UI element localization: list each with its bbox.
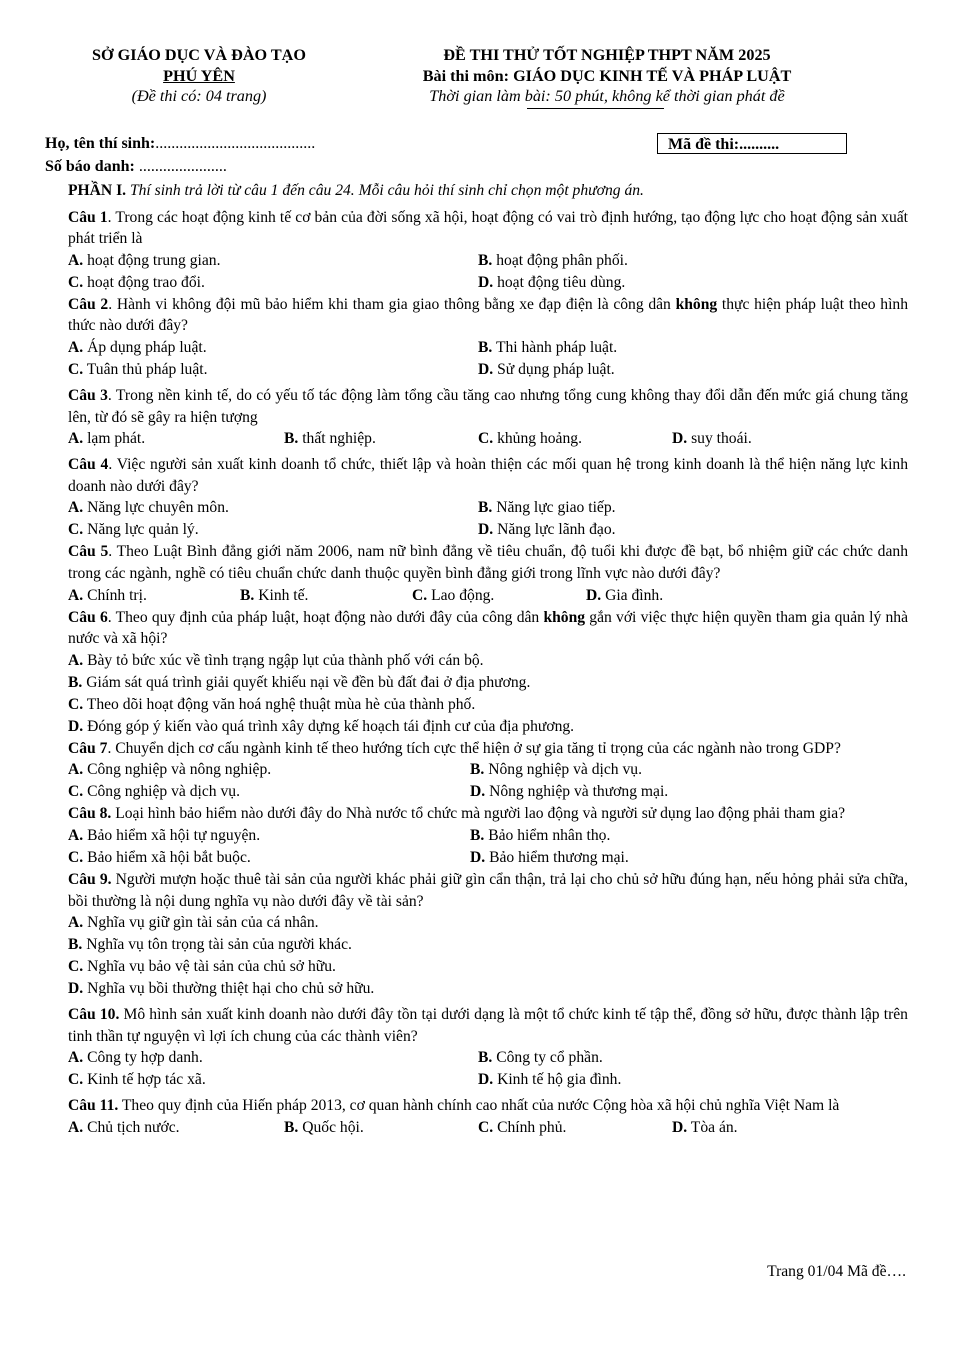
option-b[interactable]: B. Nông nghiệp và dịch vụ. (470, 761, 642, 779)
options-row (68, 250, 908, 272)
exam-code-box (657, 133, 847, 154)
exam-body (68, 180, 908, 1139)
question-11: Câu 11. Theo quy định của Hiến pháp 2013, cơ quan hành chính cao nhất của nước Cộng hòa xã hội chủ nghĩa Việt Nam là (68, 1097, 840, 1115)
options-row (68, 359, 908, 381)
header-right (372, 45, 842, 107)
options-row (68, 847, 908, 869)
options-row (68, 759, 908, 781)
options-row (68, 428, 908, 450)
options-row (68, 337, 908, 359)
question-3: Câu 3. Trong nền kinh tế, do có yếu tố tác động làm tổng cầu tăng cao nhưng tổng cung không thay đổi dẫn đến mức giá chung tăng lên, từ đó sẽ gây ra hiện tượng (68, 386, 908, 426)
department-name: SỞ GIÁO DỤC VÀ ĐÀO TẠO (92, 46, 306, 64)
option-d[interactable]: D. Đóng góp ý kiến vào quá trình xây dựng kế hoạch tái định cư của địa phương. (68, 717, 575, 735)
question-4: Câu 4. Việc người sản xuất kinh doanh tổ chức, thiết lập và hoàn thiện các mối quan hệ trong kinh doanh là thể hiện năng lực kinh doanh nào dưới đây? (68, 456, 908, 495)
options-row (68, 272, 908, 294)
question-6: Câu 6. Theo quy định của pháp luật, hoạt động nào dưới đây của công dân không gắn với việc thực hiện quyền tham gia quản lý nhà nước và xã hội? (68, 608, 908, 648)
options-row (68, 781, 908, 803)
question-7: Câu 7. Chuyển dịch cơ cấu ngành kinh tế theo hướng tích cực thể hiện ở sự gia tăng tỉ trọng của các ngành nào trong GDP? (68, 739, 841, 757)
question-5: Câu 5. Theo Luật Bình đẳng giới năm 2006, nam nữ bình đẳng về tiêu chuẩn, độ tuổi khi được đề bạt, bổ nhiệm giữ các chức danh trong các ngành, nghề có tiêu chuẩn chức danh thuộc quyền bình đẳng giới trong lĩnh vực nào dưới đây? (68, 543, 908, 582)
question-1: Câu 1. Trong các hoạt động kinh tế cơ bản của đời sống xã hội, hoạt động có vai trò định hướng, tạo động lực cho hoạt động sản xuất phát triển là (68, 208, 908, 248)
options-row (68, 1117, 908, 1139)
pages-note: (Đề thi có: 04 trang) (131, 87, 267, 105)
option-a[interactable]: A. Bảo hiểm xã hội tự nguyện. (68, 826, 261, 844)
candidate-id-label: Số báo danh: (45, 158, 135, 175)
subject-line: Bài thi môn: GIÁO DỤC KINH TẾ VÀ PHÁP LUẬT (422, 66, 792, 85)
option-b[interactable]: B. Kinh tế. (240, 586, 309, 604)
option-d[interactable]: D. Bảo hiểm thương mại. (470, 848, 629, 866)
time-note: Thời gian làm bài: 50 phút, không kể thời gian phát đề (429, 87, 785, 105)
option-d[interactable]: D. Năng lực lãnh đạo. (478, 521, 616, 539)
exam-code-dots: .......... (739, 136, 780, 153)
option-c[interactable]: C. Bảo hiểm xã hội bắt buộc. (68, 848, 251, 866)
part-label: PHẦN I. (68, 182, 127, 199)
option-a[interactable]: A. Công nghiệp và nông nghiệp. (68, 761, 272, 779)
option-d[interactable]: D. Gia đình. (586, 586, 664, 604)
option-c[interactable]: C. Công nghiệp và dịch vụ. (68, 783, 240, 801)
options-row (68, 585, 908, 607)
option-c[interactable]: C. Năng lực quản lý. (68, 521, 199, 539)
options-row (68, 497, 908, 519)
option-a[interactable]: A. Năng lực chuyên môn. (68, 499, 229, 517)
option-b[interactable]: B. thất nghiệp. (284, 430, 376, 448)
candidate-id-line (45, 156, 227, 178)
candidate-name-dots: ........................................ (155, 135, 316, 152)
option-a[interactable]: A. Công ty hợp danh. (68, 1049, 203, 1067)
option-b[interactable]: B. Thi hành pháp luật. (478, 338, 618, 356)
option-c[interactable]: C. Tuân thủ pháp luật. (68, 360, 208, 378)
option-c[interactable]: C. khủng hoảng. (478, 430, 582, 448)
option-d[interactable]: D. Nông nghiệp và thương mại. (470, 783, 669, 801)
options-row (68, 1069, 908, 1091)
option-d[interactable]: D. Sử dụng pháp luật. (478, 360, 615, 378)
option-c[interactable]: C. Theo dõi hoạt động văn hoá nghệ thuật mùa hè của thành phố. (68, 695, 476, 713)
option-a[interactable]: A. Bày tỏ bức xúc về tình trạng ngập lụt của thành phố với cán bộ. (68, 651, 484, 669)
option-a[interactable]: A. lạm phát. (68, 430, 146, 448)
option-b[interactable]: B. Công ty cổ phần. (478, 1049, 603, 1067)
option-b[interactable]: B. Quốc hội. (284, 1118, 364, 1136)
question-10: Câu 10. Mô hình sản xuất kinh doanh nào dưới đây tồn tại dưới dạng là một tổ chức kinh tế tập thể, đồng sở hữu, được thành lập trên tinh thần tự nguyện vì lợi ích chung của các thành viên? (68, 1006, 908, 1045)
candidate-name-label: Họ, tên thí sinh: (45, 135, 156, 152)
question-2: Câu 2. Hành vi không đội mũ bảo hiểm khi tham gia giao thông bằng xe đạp điện là công dân không thực hiện pháp luật theo hình thức nào dưới đây? (68, 295, 908, 335)
candidate-name-line (45, 133, 315, 155)
option-d[interactable]: D. hoạt động tiêu dùng. (478, 273, 626, 291)
header-divider (527, 108, 664, 109)
question-9: Câu 9. Người mượn hoặc thuê tài sản của người khác phải giữ gìn cẩn thận, trả lại cho chủ sở hữu đúng hạn, nếu hỏng phải sửa chữa, bồi thường là nội dung nghĩa vụ nào dưới đây về tài sản? (68, 870, 908, 910)
option-b[interactable]: B. Nghĩa vụ tôn trọng tài sản của người khác. (68, 936, 352, 954)
option-a[interactable]: A. hoạt động trung gian. (68, 251, 221, 269)
question-8: Câu 8. Loại hình bảo hiểm nào dưới đây do Nhà nước tổ chức mà người lao động và người sử dụng lao động phải tham gia? (68, 805, 846, 823)
option-b[interactable]: B. Giám sát quá trình giải quyết khiếu nại về đền bù đất đai ở địa phương. (68, 673, 531, 691)
exam-code-label: Mã đề thi: (668, 136, 740, 153)
option-c[interactable]: C. Nghĩa vụ bảo vệ tài sản của chủ sở hữu. (68, 958, 336, 976)
option-c[interactable]: C. Kinh tế hợp tác xã. (68, 1071, 206, 1089)
exam-title: ĐỀ THI THỬ TỐT NGHIỆP THPT NĂM 2025 (443, 46, 771, 64)
option-b[interactable]: B. Bảo hiểm nhân thọ. (470, 826, 611, 844)
option-a[interactable]: A. Nghĩa vụ giữ gìn tài sản của cá nhân. (68, 914, 319, 932)
option-a[interactable]: A. Chính trị. (68, 586, 147, 604)
part-heading (68, 180, 908, 202)
header-left (58, 45, 340, 107)
option-a[interactable]: A. Chủ tịch nước. (68, 1118, 180, 1136)
option-d[interactable]: D. Tòa án. (672, 1118, 738, 1136)
part-instruction: Thí sinh trả lời từ câu 1 đến câu 24. Mỗi câu hỏi thí sinh chỉ chọn một phương án. (129, 182, 644, 199)
option-c[interactable]: C. Chính phủ. (478, 1118, 567, 1136)
option-d[interactable]: D. suy thoái. (672, 430, 752, 448)
options-row (68, 825, 908, 847)
page-footer: Trang 01/04 Mã đề…. (767, 1263, 906, 1280)
option-b[interactable]: B. hoạt động phân phối. (478, 251, 628, 269)
option-d[interactable]: D. Nghĩa vụ bồi thường thiệt hại cho chủ sở hữu. (68, 980, 375, 998)
option-c[interactable]: C. hoạt động trao đổi. (68, 273, 205, 291)
options-row (68, 1047, 908, 1069)
options-row (68, 519, 908, 541)
option-b[interactable]: B. Năng lực giao tiếp. (478, 499, 616, 517)
candidate-id-dots: ...................... (138, 158, 227, 175)
option-c[interactable]: C. Lao động. (412, 586, 495, 604)
province-name: PHÚ YÊN (163, 66, 235, 85)
option-d[interactable]: D. Kinh tế hộ gia đình. (478, 1071, 622, 1089)
option-a[interactable]: A. Áp dụng pháp luật. (68, 338, 207, 356)
